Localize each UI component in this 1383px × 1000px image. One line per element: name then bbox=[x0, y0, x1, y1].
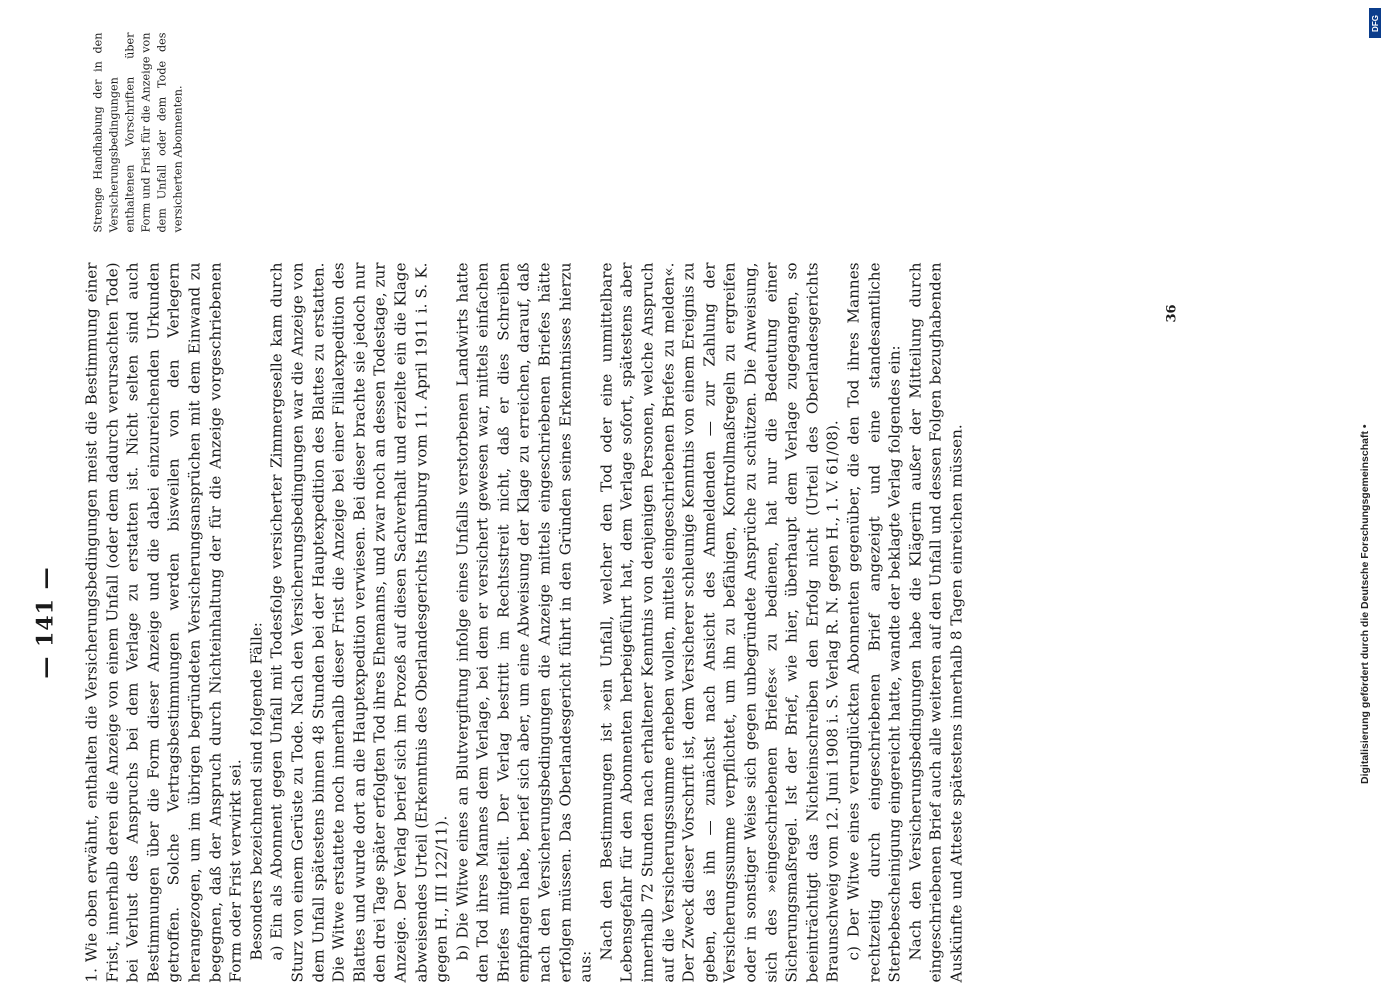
main-text-column bbox=[82, 263, 968, 983]
paragraph-case-b: b) Die Witwe eines an Blutvergiftung infolge eines Unfalls verstorbenen Landwirts hatte den Tod ihres Mannes dem Verlage, bei dem er versichert gewesen war, mittels einfachen Briefes mitgeteilt. Der Verlag bestritt im Rechtsstreit nicht, daß er dies Schreiben empfangen habe, berief sich aber, um eine Abweisung der Klage zu erreichen, darauf, daß nach den Versicherungsbedingungen die Anzeige mittels eingeschriebenen Briefes hätte erfolgen müssen. Das Oberlandesgericht führt in den Gründen seines Erkenntnisses hierzu aus: bbox=[453, 262, 595, 983]
running-head: — 141 — bbox=[32, 566, 59, 679]
paragraph-cases-heading: Besonders bezeichnend sind folgende Fälle: bbox=[247, 622, 266, 961]
dfg-logo: DFG bbox=[1369, 8, 1381, 38]
scanned-page bbox=[27, 18, 1357, 983]
paragraph-case-c: c) Der Witwe eines verunglückten Abonnenten gegenüber, die den Tod ihres Mannes rechtzeitig durch eingeschriebenen Brief angezeigt und eine standesamtliche Sterbebescheinigung eingereicht hatte, wandte der beklagte Verlag folgendes ein: bbox=[844, 262, 904, 983]
paragraph-case-a: a) Ein als Abonnent gegen Unfall mit Todesfolge versicherter Zimmergeselle kam durch Sturz von einem Gerüste zu Tode. Nach den Versicherungsbedingungen war die Anzeige von dem Unfall spätestens binnen 48 Stunden bei der Hauptexpedition des Blattes zu erstatten. Die Witwe erstattete noch innerhalb dieser Frist die Anzeige bei einer Filialexpedition des Blattes und wurde dort an die Hauptexpedition verwiesen. Bei dieser brachte sie jedoch nur den drei Tage später erfolgten Tod ihres Ehemanns, und zwar noch an dessen Todestage, zur Anzeige. Der Verlag berief sich im Prozeß auf diesen Sachverhalt und erzielte ein die Klage abweisendes Urteil (Erkenntnis des Oberlandesgerichts Hamburg vom 11. April 1911 i. S. K. gegen H., III 122/11). bbox=[267, 262, 451, 983]
paragraph-intro: 1. Wie oben erwähnt, enthalten die Versicherungsbedingungen meist die Bestimmung einer Frist, innerhalb deren die Anzeige von einem Unfall (oder dem dadurch verursachten Tode) bei Verlust des Anspruchs bei dem Verlage zu erstatten ist. Nicht selten sind auch Bestimmungen über die Form dieser Anzeige und die dabei einzureichenden Urkunden getroffen. Solche Vertragsbestimmungen werden bisweilen von den Verlegern herangezogen, um im übrigen begründeten Versicherungsansprüchen mit dem Einwand zu begegnen, daß der Anspruch durch Nichteinhaltung der für die Anzeige vorgeschriebenen Form oder Frist verwirkt sei. bbox=[82, 262, 245, 983]
margin-note: Strenge Handhabung der in den Versicherungsbedingungen enthaltenen Vorschriften über Form und Frist für die Anzeige von dem Unfall oder dem Tode des versicherten Abonnenten. bbox=[91, 32, 185, 233]
paragraph-case-c-continued: Nach den Versicherungsbedingungen habe die Klägerin außer der Mitteilung durch eingeschriebenen Brief auch alle weiteren auf den Unfall und dessen Folgen bezughabenden Auskünfte und Atteste spätestens innerhalb 8 Tagen einreichen müssen. bbox=[906, 262, 966, 983]
signature-mark: 36 bbox=[1164, 304, 1180, 323]
digitization-credit bbox=[1345, 14, 1373, 790]
credit-line: Digitalisierung gefördert durch die Deutsche Forschungsgemeinschaft • bbox=[1359, 424, 1371, 784]
paragraph-court-quote: Nach den Bestimmungen ist »ein Unfall, welcher den Tod oder eine unmittelbare Lebensgefahr für den Abonnenten herbeigeführt hat, dem Verlage sofort, spätestens aber innerhalb 72 Stunden nach erhaltener Kenntnis von denjenigen Personen, welche Anspruch auf die Versicherungssumme erheben wollen, mittels eingeschriebenen Briefes zu melden«. Der Zweck dieser Vorschrift ist, dem Versicherer schleunige Kenntnis von einem Ereignis zu geben, das ihn — zunächst nach Ansicht des Anmeldenden — zur Zahlung der Versicherungssumme verpflichtet, um ihn zu befähigen, Kontrollmaßregeln zu ergreifen oder in sonstiger Weise sich gegen unbegründete Ansprüche zu schützen. Die Anweisung, sich des »eingeschriebenen Briefes« zu bedienen, hat nur die Bedeutung einer Sicherungsmaßregel. Ist der Brief, wie hier, überhaupt dem Verlage zugegangen, so beeinträchtigt das Nichteinschreiben den Erfolg nicht (Urteil des Oberlandesgerichts Braunschweig vom 12. Juni 1908 i. S. Verlag R. N. gegen H., 1. V. 61/08). bbox=[597, 262, 842, 983]
